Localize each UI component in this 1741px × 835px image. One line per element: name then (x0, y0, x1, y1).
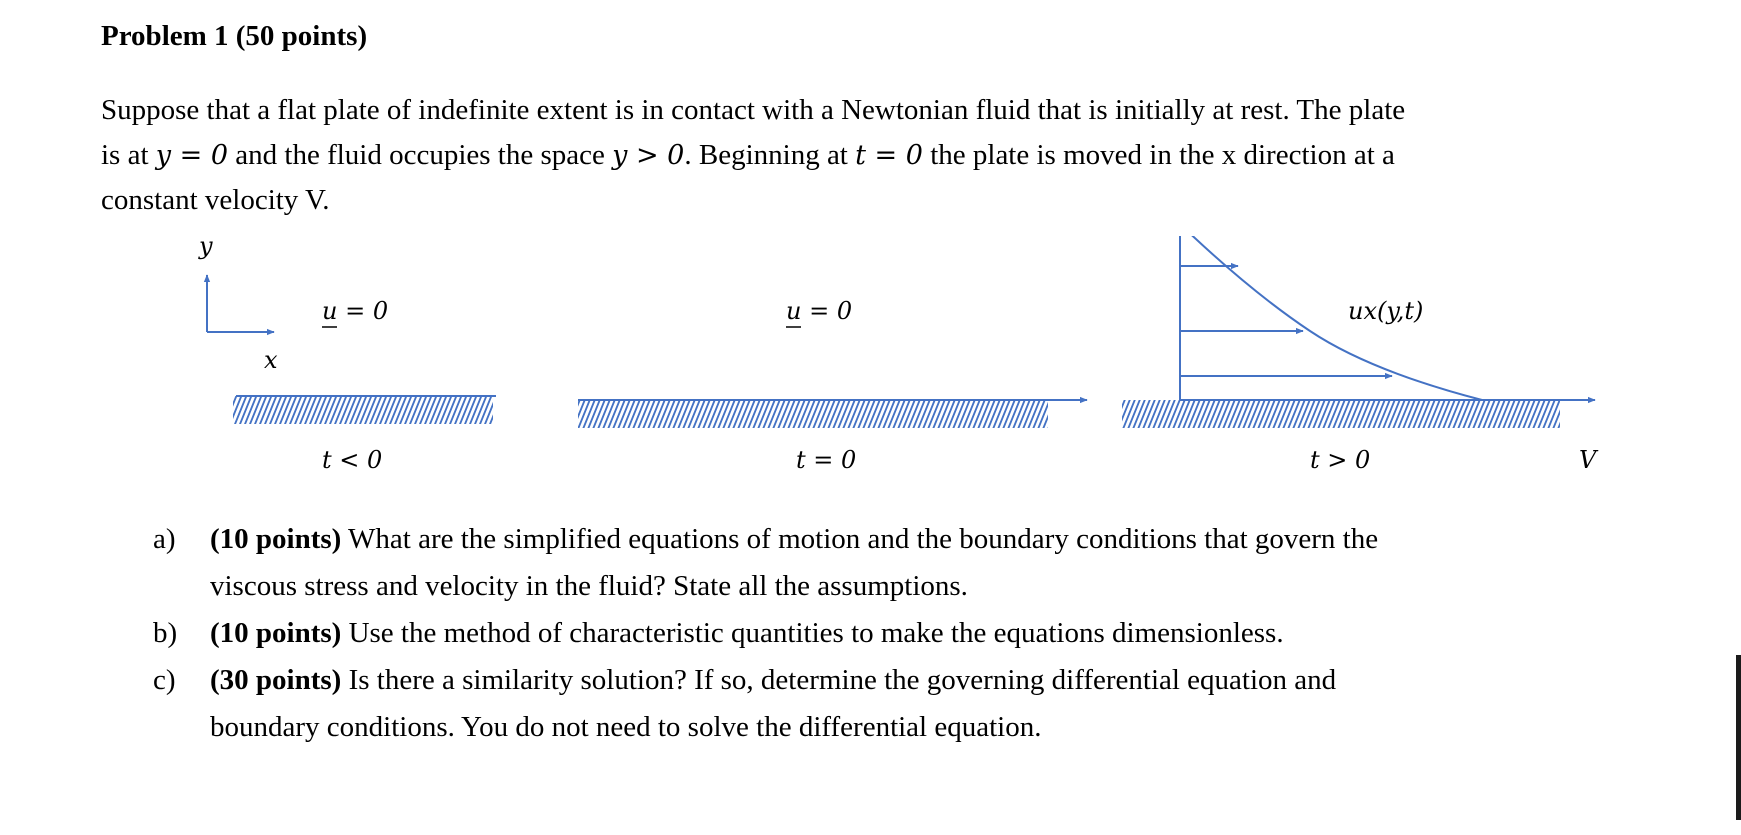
window-edge-scrollbar[interactable] (1736, 655, 1741, 820)
time-label-panel3: t > 0 (1310, 446, 1371, 474)
question-points: (10 points) (210, 617, 342, 649)
time-label-panel1: t < 0 (322, 446, 383, 474)
question-letter: a) (153, 523, 176, 555)
velocity-label-panel2: u = 0 (786, 297, 853, 325)
stationary-plate-hatch (233, 396, 493, 424)
moving-plate-hatch-panel2 (578, 400, 1048, 428)
panel-t-equals-zero (578, 297, 1087, 474)
question-points: (10 points) (210, 523, 342, 555)
math-t-equals-zero: t = 0 (855, 140, 923, 171)
statement-line-2: is at y = 0 and the fluid occupies the space y > 0. Beginning at t = 0 the plate is moved in the x direction at a (101, 139, 1395, 171)
question-letter: c) (153, 664, 176, 696)
statement-line-3: constant velocity V. (101, 184, 330, 216)
question-letter: b) (153, 617, 178, 649)
question-points: (30 points) (210, 664, 342, 696)
coordinate-axes (198, 236, 278, 374)
problem-statement (101, 88, 1701, 223)
math-y-greater-zero: y > 0 (612, 140, 685, 171)
axis-y-label: y (199, 236, 213, 260)
velocity-label-panel1: u = 0 (322, 297, 389, 325)
question-b: b) (10 points) Use the method of characteristic quantities to make the equations dimensionless. (153, 610, 1713, 657)
plate-velocity-label: V (1579, 446, 1597, 474)
math-y-equals-zero: y = 0 (155, 140, 229, 171)
problem-title: Problem 1 (50 points) (101, 20, 368, 52)
question-a: a) (10 points) What are the simplified equations of motion and the boundary conditions that govern the viscous stress and velocity in the fluid? State all the assumptions. (153, 516, 1713, 610)
panel-t-before-zero (233, 297, 496, 474)
question-list (153, 516, 1713, 751)
moving-plate-hatch-panel3 (1122, 400, 1560, 428)
question-c: c) (30 points) Is there a similarity solution? If so, determine the governing differential equation and boundary conditions. You do not need to solve the differential equation. (153, 657, 1713, 751)
velocity-profile-label: ux(y,t) (1348, 297, 1424, 325)
time-label-panel2: t = 0 (796, 446, 857, 474)
panel-t-after-zero (1122, 236, 1599, 474)
statement-line-1: Suppose that a flat plate of indefinite extent is in contact with a Newtonian fluid that is initially at rest. The plate (101, 94, 1406, 126)
axis-x-label: x (264, 346, 278, 374)
plate-flow-diagram (0, 236, 1741, 506)
